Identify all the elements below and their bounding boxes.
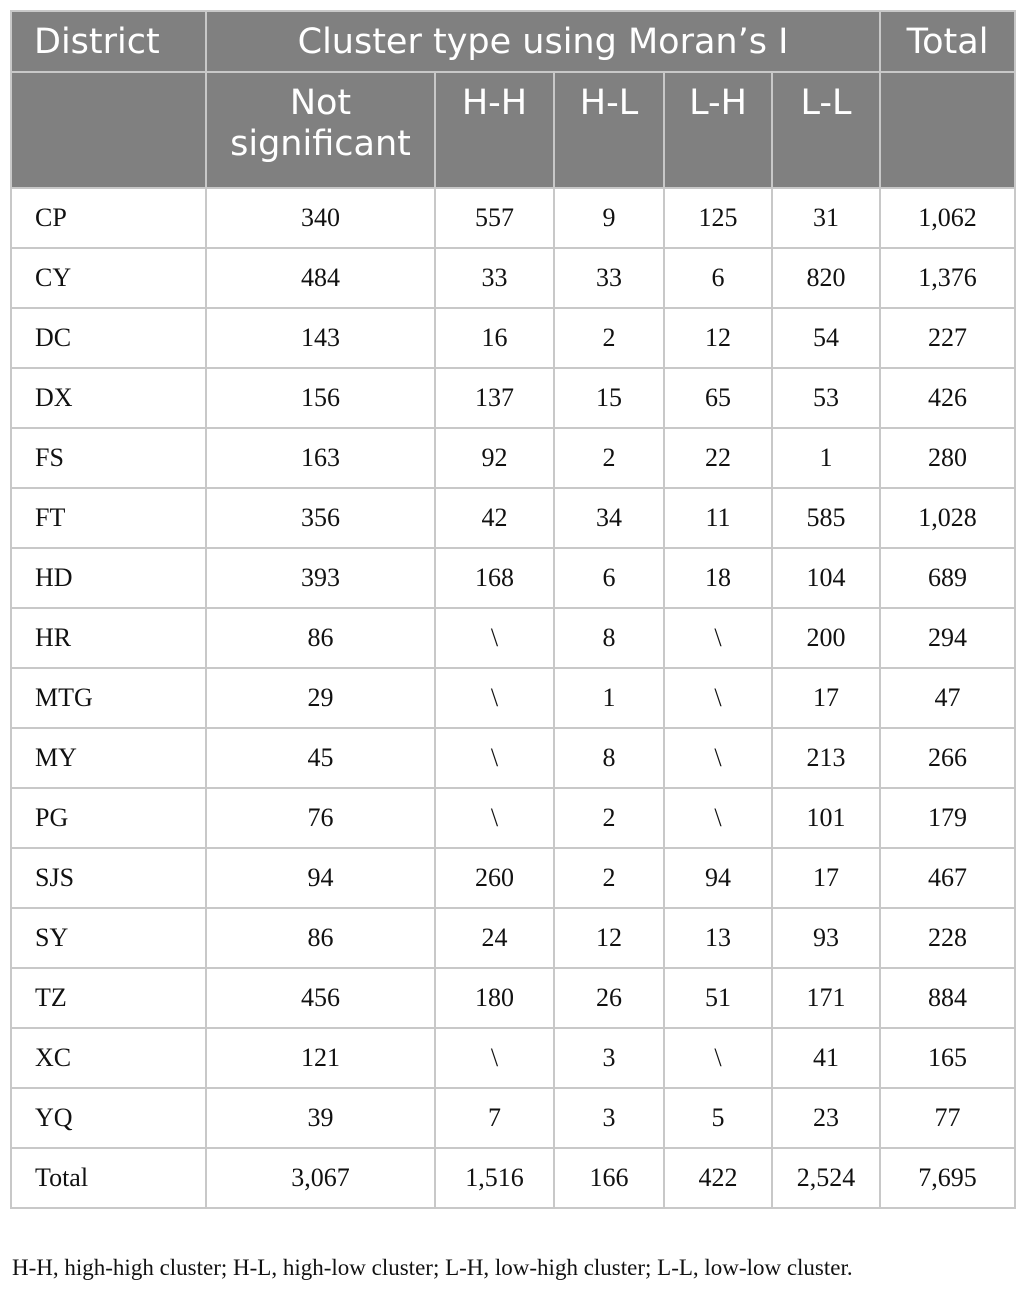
header-district: District bbox=[11, 11, 206, 72]
cell-hh: 16 bbox=[435, 308, 554, 368]
cell-not-significant: 45 bbox=[206, 728, 435, 788]
cell-total: 77 bbox=[880, 1088, 1015, 1148]
cell-hl: 12 bbox=[554, 908, 664, 968]
cell-district: FS bbox=[11, 428, 206, 488]
table-row bbox=[11, 1088, 1015, 1148]
cell-ll: 17 bbox=[772, 848, 880, 908]
cell-hh: \ bbox=[435, 728, 554, 788]
table-row bbox=[11, 548, 1015, 608]
header-blank-district bbox=[11, 72, 206, 188]
cell-hl: 8 bbox=[554, 608, 664, 668]
cell-hl: 34 bbox=[554, 488, 664, 548]
cell-not-significant: 156 bbox=[206, 368, 435, 428]
cell-hh: \ bbox=[435, 788, 554, 848]
cell-total: 884 bbox=[880, 968, 1015, 1028]
cell-lh: 6 bbox=[664, 248, 772, 308]
cell-hl: 15 bbox=[554, 368, 664, 428]
cell-total: 1,028 bbox=[880, 488, 1015, 548]
cluster-type-table bbox=[10, 10, 1016, 1209]
cell-hh: 7 bbox=[435, 1088, 554, 1148]
cell-total: 47 bbox=[880, 668, 1015, 728]
cell-lh: 125 bbox=[664, 188, 772, 248]
cell-lh: 94 bbox=[664, 848, 772, 908]
table-row bbox=[11, 788, 1015, 848]
table-row bbox=[11, 428, 1015, 488]
header-not-significant: Not significant bbox=[206, 72, 435, 188]
cell-hl: 6 bbox=[554, 548, 664, 608]
cell-ll: 213 bbox=[772, 728, 880, 788]
cell-district: SY bbox=[11, 908, 206, 968]
cell-total: 266 bbox=[880, 728, 1015, 788]
table-body bbox=[11, 188, 1015, 1208]
cell-ll: 54 bbox=[772, 308, 880, 368]
cell-ll: 2,524 bbox=[772, 1148, 880, 1208]
cell-lh: 13 bbox=[664, 908, 772, 968]
table-footnote: H-H, high-high cluster; H-L, high-low cluster; L-H, low-high cluster; L-L, low-low cluster. bbox=[12, 1255, 853, 1280]
cell-lh: 18 bbox=[664, 548, 772, 608]
cell-hh: \ bbox=[435, 668, 554, 728]
cell-hl: 33 bbox=[554, 248, 664, 308]
cell-lh: \ bbox=[664, 668, 772, 728]
cell-lh: \ bbox=[664, 788, 772, 848]
cell-ll: 1 bbox=[772, 428, 880, 488]
cell-lh: 22 bbox=[664, 428, 772, 488]
cell-district: PG bbox=[11, 788, 206, 848]
cell-not-significant: 393 bbox=[206, 548, 435, 608]
header-hh: H-H bbox=[435, 72, 554, 188]
table-row bbox=[11, 1028, 1015, 1088]
cell-total: 294 bbox=[880, 608, 1015, 668]
table-row bbox=[11, 848, 1015, 908]
cell-not-significant: 3,067 bbox=[206, 1148, 435, 1208]
cell-not-significant: 484 bbox=[206, 248, 435, 308]
cell-district: MTG bbox=[11, 668, 206, 728]
cell-district: YQ bbox=[11, 1088, 206, 1148]
cell-not-significant: 356 bbox=[206, 488, 435, 548]
cell-ll: 23 bbox=[772, 1088, 880, 1148]
header-blank-total bbox=[880, 72, 1015, 188]
cell-hh: 557 bbox=[435, 188, 554, 248]
cell-total: 7,695 bbox=[880, 1148, 1015, 1208]
header-row-2 bbox=[11, 72, 1015, 188]
cell-hh: 42 bbox=[435, 488, 554, 548]
cell-district: HD bbox=[11, 548, 206, 608]
cell-not-significant: 340 bbox=[206, 188, 435, 248]
cell-ll: 200 bbox=[772, 608, 880, 668]
cell-ll: 17 bbox=[772, 668, 880, 728]
cell-hh: \ bbox=[435, 608, 554, 668]
table-row bbox=[11, 488, 1015, 548]
cell-district: CP bbox=[11, 188, 206, 248]
cell-not-significant: 76 bbox=[206, 788, 435, 848]
table-row-total bbox=[11, 1148, 1015, 1208]
cell-hl: 2 bbox=[554, 428, 664, 488]
cluster-table-container bbox=[10, 10, 1014, 1209]
cell-lh: 11 bbox=[664, 488, 772, 548]
cell-hh: 92 bbox=[435, 428, 554, 488]
cell-lh: \ bbox=[664, 1028, 772, 1088]
cell-not-significant: 143 bbox=[206, 308, 435, 368]
cell-district: MY bbox=[11, 728, 206, 788]
cell-not-significant: 29 bbox=[206, 668, 435, 728]
cell-hh: 168 bbox=[435, 548, 554, 608]
cell-lh: \ bbox=[664, 728, 772, 788]
cell-total: 179 bbox=[880, 788, 1015, 848]
cell-hl: 2 bbox=[554, 788, 664, 848]
table-row bbox=[11, 608, 1015, 668]
cell-district: Total bbox=[11, 1148, 206, 1208]
table-header bbox=[11, 11, 1015, 188]
cell-district: CY bbox=[11, 248, 206, 308]
cell-hl: 8 bbox=[554, 728, 664, 788]
cell-hh: 137 bbox=[435, 368, 554, 428]
cell-not-significant: 94 bbox=[206, 848, 435, 908]
cell-not-significant: 163 bbox=[206, 428, 435, 488]
header-cluster-type: Cluster type using Moran’s I bbox=[206, 11, 880, 72]
cell-total: 467 bbox=[880, 848, 1015, 908]
header-total: Total bbox=[880, 11, 1015, 72]
table-row bbox=[11, 368, 1015, 428]
cell-total: 280 bbox=[880, 428, 1015, 488]
header-lh: L-H bbox=[664, 72, 772, 188]
table-row bbox=[11, 248, 1015, 308]
cell-district: TZ bbox=[11, 968, 206, 1028]
cell-ll: 93 bbox=[772, 908, 880, 968]
cell-total: 165 bbox=[880, 1028, 1015, 1088]
cell-not-significant: 39 bbox=[206, 1088, 435, 1148]
cell-hl: 1 bbox=[554, 668, 664, 728]
cell-total: 1,062 bbox=[880, 188, 1015, 248]
cell-ll: 101 bbox=[772, 788, 880, 848]
cell-lh: 5 bbox=[664, 1088, 772, 1148]
cell-total: 227 bbox=[880, 308, 1015, 368]
header-row-1 bbox=[11, 11, 1015, 72]
cell-hl: 2 bbox=[554, 848, 664, 908]
cell-district: HR bbox=[11, 608, 206, 668]
header-ll: L-L bbox=[772, 72, 880, 188]
cell-hl: 166 bbox=[554, 1148, 664, 1208]
cell-lh: 51 bbox=[664, 968, 772, 1028]
cell-ll: 31 bbox=[772, 188, 880, 248]
cell-hl: 9 bbox=[554, 188, 664, 248]
cell-hl: 3 bbox=[554, 1028, 664, 1088]
cell-lh: 422 bbox=[664, 1148, 772, 1208]
cell-ll: 104 bbox=[772, 548, 880, 608]
cell-total: 426 bbox=[880, 368, 1015, 428]
cell-district: XC bbox=[11, 1028, 206, 1088]
cell-not-significant: 456 bbox=[206, 968, 435, 1028]
cell-not-significant: 121 bbox=[206, 1028, 435, 1088]
cell-district: DX bbox=[11, 368, 206, 428]
cell-lh: 65 bbox=[664, 368, 772, 428]
cell-hh: \ bbox=[435, 1028, 554, 1088]
cell-ll: 171 bbox=[772, 968, 880, 1028]
cell-district: DC bbox=[11, 308, 206, 368]
table-row bbox=[11, 908, 1015, 968]
cell-not-significant: 86 bbox=[206, 908, 435, 968]
cell-total: 228 bbox=[880, 908, 1015, 968]
cell-ll: 53 bbox=[772, 368, 880, 428]
cell-lh: 12 bbox=[664, 308, 772, 368]
cell-ll: 820 bbox=[772, 248, 880, 308]
header-hl: H-L bbox=[554, 72, 664, 188]
cell-hh: 1,516 bbox=[435, 1148, 554, 1208]
cell-district: FT bbox=[11, 488, 206, 548]
cell-hh: 24 bbox=[435, 908, 554, 968]
cell-hl: 3 bbox=[554, 1088, 664, 1148]
cell-hl: 26 bbox=[554, 968, 664, 1028]
table-row bbox=[11, 728, 1015, 788]
cell-total: 1,376 bbox=[880, 248, 1015, 308]
cell-hh: 180 bbox=[435, 968, 554, 1028]
table-row bbox=[11, 668, 1015, 728]
cell-not-significant: 86 bbox=[206, 608, 435, 668]
cell-ll: 585 bbox=[772, 488, 880, 548]
cell-district: SJS bbox=[11, 848, 206, 908]
cell-ll: 41 bbox=[772, 1028, 880, 1088]
cell-lh: \ bbox=[664, 608, 772, 668]
table-row bbox=[11, 188, 1015, 248]
cell-total: 689 bbox=[880, 548, 1015, 608]
cell-hh: 33 bbox=[435, 248, 554, 308]
cell-hh: 260 bbox=[435, 848, 554, 908]
cell-hl: 2 bbox=[554, 308, 664, 368]
table-row bbox=[11, 308, 1015, 368]
table-row bbox=[11, 968, 1015, 1028]
